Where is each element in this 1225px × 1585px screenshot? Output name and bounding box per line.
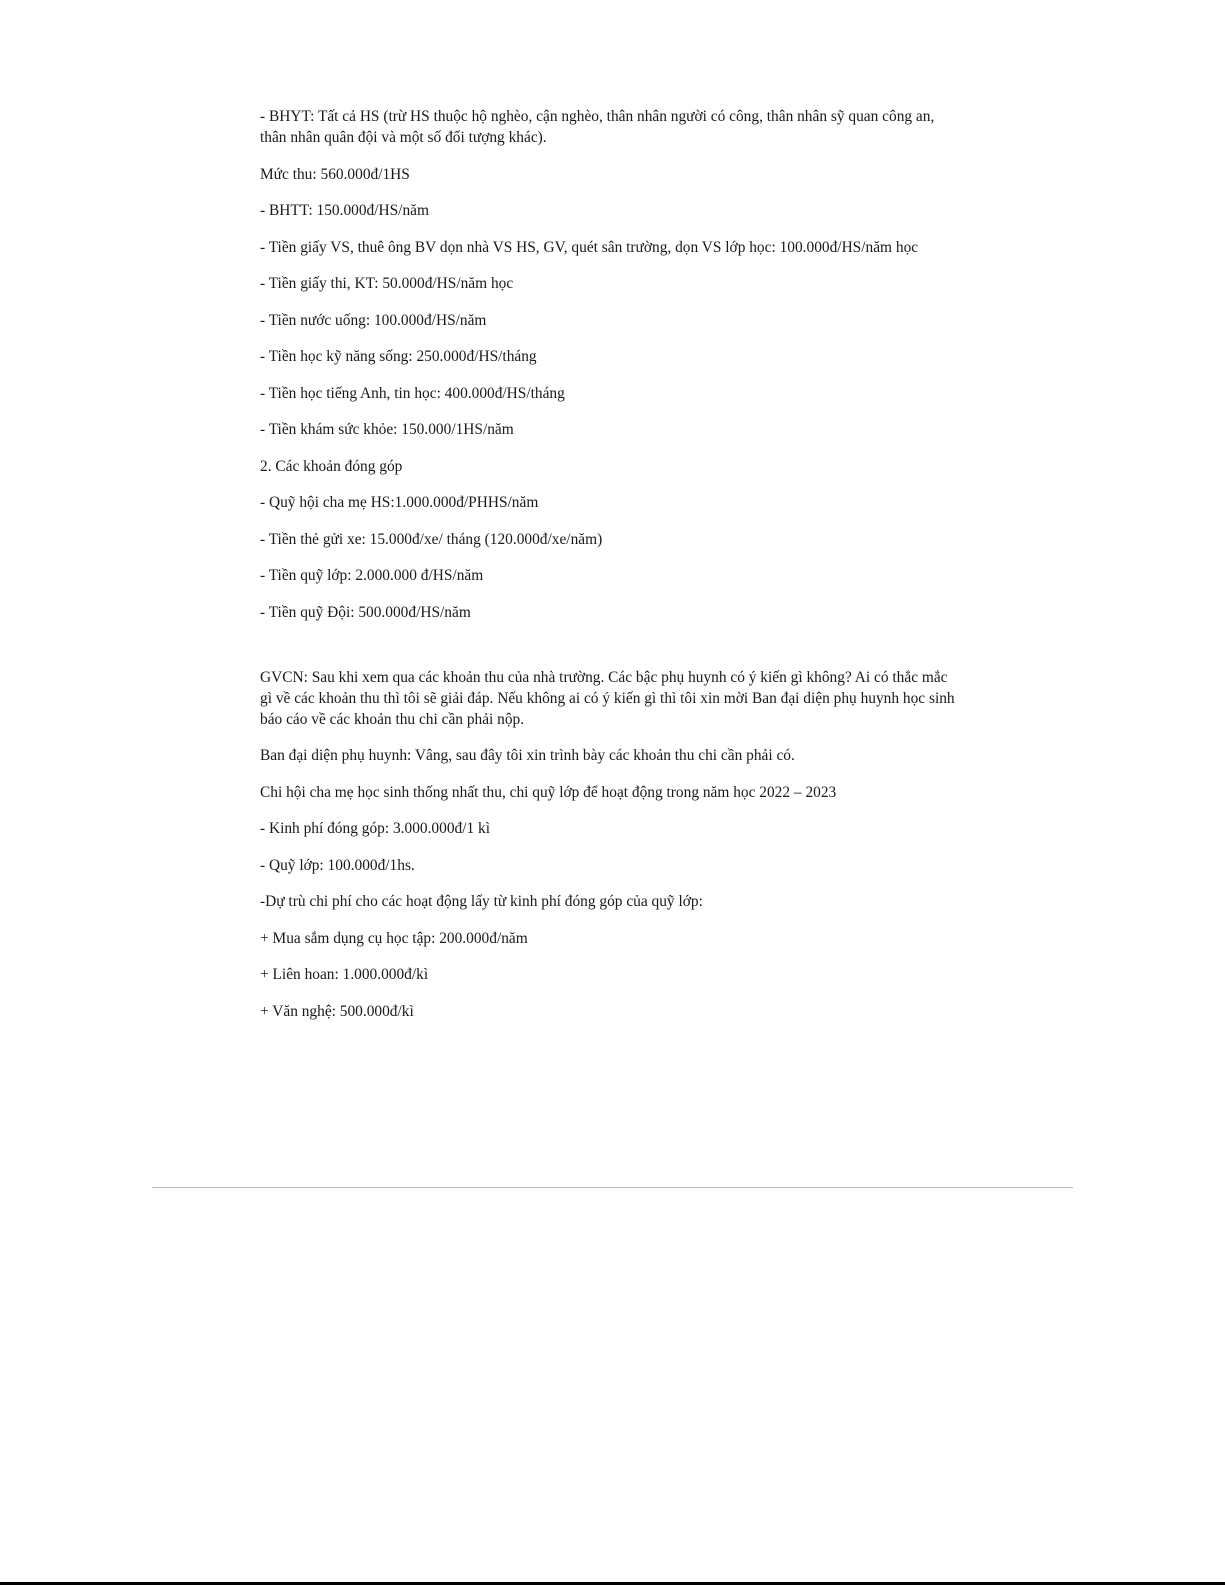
paragraph-muc-thu: Mức thu: 560.000đ/1HS xyxy=(260,165,410,183)
paragraph-quy-hoi-cha-me: - Quỹ hội cha mẹ HS:1.000.000đ/PHHS/năm xyxy=(260,494,539,511)
paragraph-kinh-phi: - Kinh phí đóng góp: 3.000.000đ/1 kì xyxy=(260,820,491,837)
paragraph-ban-dai-dien: Ban đại diện phụ huynh: Vâng, sau đây tôi xin trình bày các khoản thu chi cần phải có. xyxy=(260,747,795,764)
paragraph-kham-suc-khoe: - Tiền khám sức khỏe: 150.000/1HS/năm xyxy=(260,421,514,438)
paragraph-lien-hoan: + Liên hoan: 1.000.000đ/kì xyxy=(260,966,429,983)
paragraph-quy-lop-hs: - Quỹ lớp: 100.000đ/1hs. xyxy=(260,856,415,874)
paragraph-quy-lop: - Tiền quỹ lớp: 2.000.000 đ/HS/năm xyxy=(260,567,484,584)
paragraph-bhyt: - BHYT: Tất cả HS (trừ HS thuộc hộ nghèo, cận nghèo, thân nhân người có công, thân nhân sỹ quan công an, thân nhân quân đội và một số đối tượng khác). xyxy=(260,108,935,146)
paragraph-gvcn: GVCN: Sau khi xem qua các khoản thu của nhà trường. Các bậc phụ huynh có ý kiến gì không? Ai có thắc mắc gì về các khoản thu thì tôi sẽ giải đáp. Nếu không ai có ý kiến gì thì tôi xin mời Ban đại diện phụ huynh học sinh báo cáo về các khoản thu chi cần phải nộp. xyxy=(260,668,955,728)
paragraph-tien-nuoc-uong: - Tiền nước uống: 100.000đ/HS/năm xyxy=(260,311,487,329)
paragraph-du-tru: -Dự trù chi phí cho các hoạt động lấy từ kinh phí đóng góp của quỹ lớp: xyxy=(260,893,703,910)
paragraph-quy-doi: - Tiền quỹ Đội: 500.000đ/HS/năm xyxy=(260,603,471,621)
paragraph-tieng-anh-tin-hoc: - Tiền học tiếng Anh, tin học: 400.000đ/HS/tháng xyxy=(260,384,565,402)
paragraph-tien-giay-thi: - Tiền giấy thi, KT: 50.000đ/HS/năm học xyxy=(260,275,514,292)
paragraph-bhtt: - BHTT: 150.000đ/HS/năm xyxy=(260,202,429,219)
paragraph-ky-nang-song: - Tiền học kỹ năng sống: 250.000đ/HS/tháng xyxy=(260,348,537,365)
section-heading-dong-gop: 2. Các khoản đóng góp xyxy=(260,457,403,475)
paragraph-chi-hoi: Chi hội cha mẹ học sinh thống nhất thu, chi quỹ lớp để hoạt động trong năm học 2022 – 2023 xyxy=(260,783,837,801)
paragraph-van-nghe: + Văn nghệ: 500.000đ/kì xyxy=(260,1002,414,1020)
paragraph-tien-giay-vs: - Tiền giấy VS, thuê ông BV dọn nhà VS HS, GV, quét sân trường, dọn VS lớp học: 100.000đ/HS/năm học xyxy=(260,238,919,256)
paragraph-mua-sam: + Mua sắm dụng cụ học tập: 200.000đ/năm xyxy=(260,929,528,947)
paragraph-the-gui-xe: - Tiền thẻ gửi xe: 15.000đ/xe/ tháng (120.000đ/xe/năm) xyxy=(260,530,603,548)
page-divider xyxy=(152,1187,1073,1188)
document-body xyxy=(260,106,960,1037)
